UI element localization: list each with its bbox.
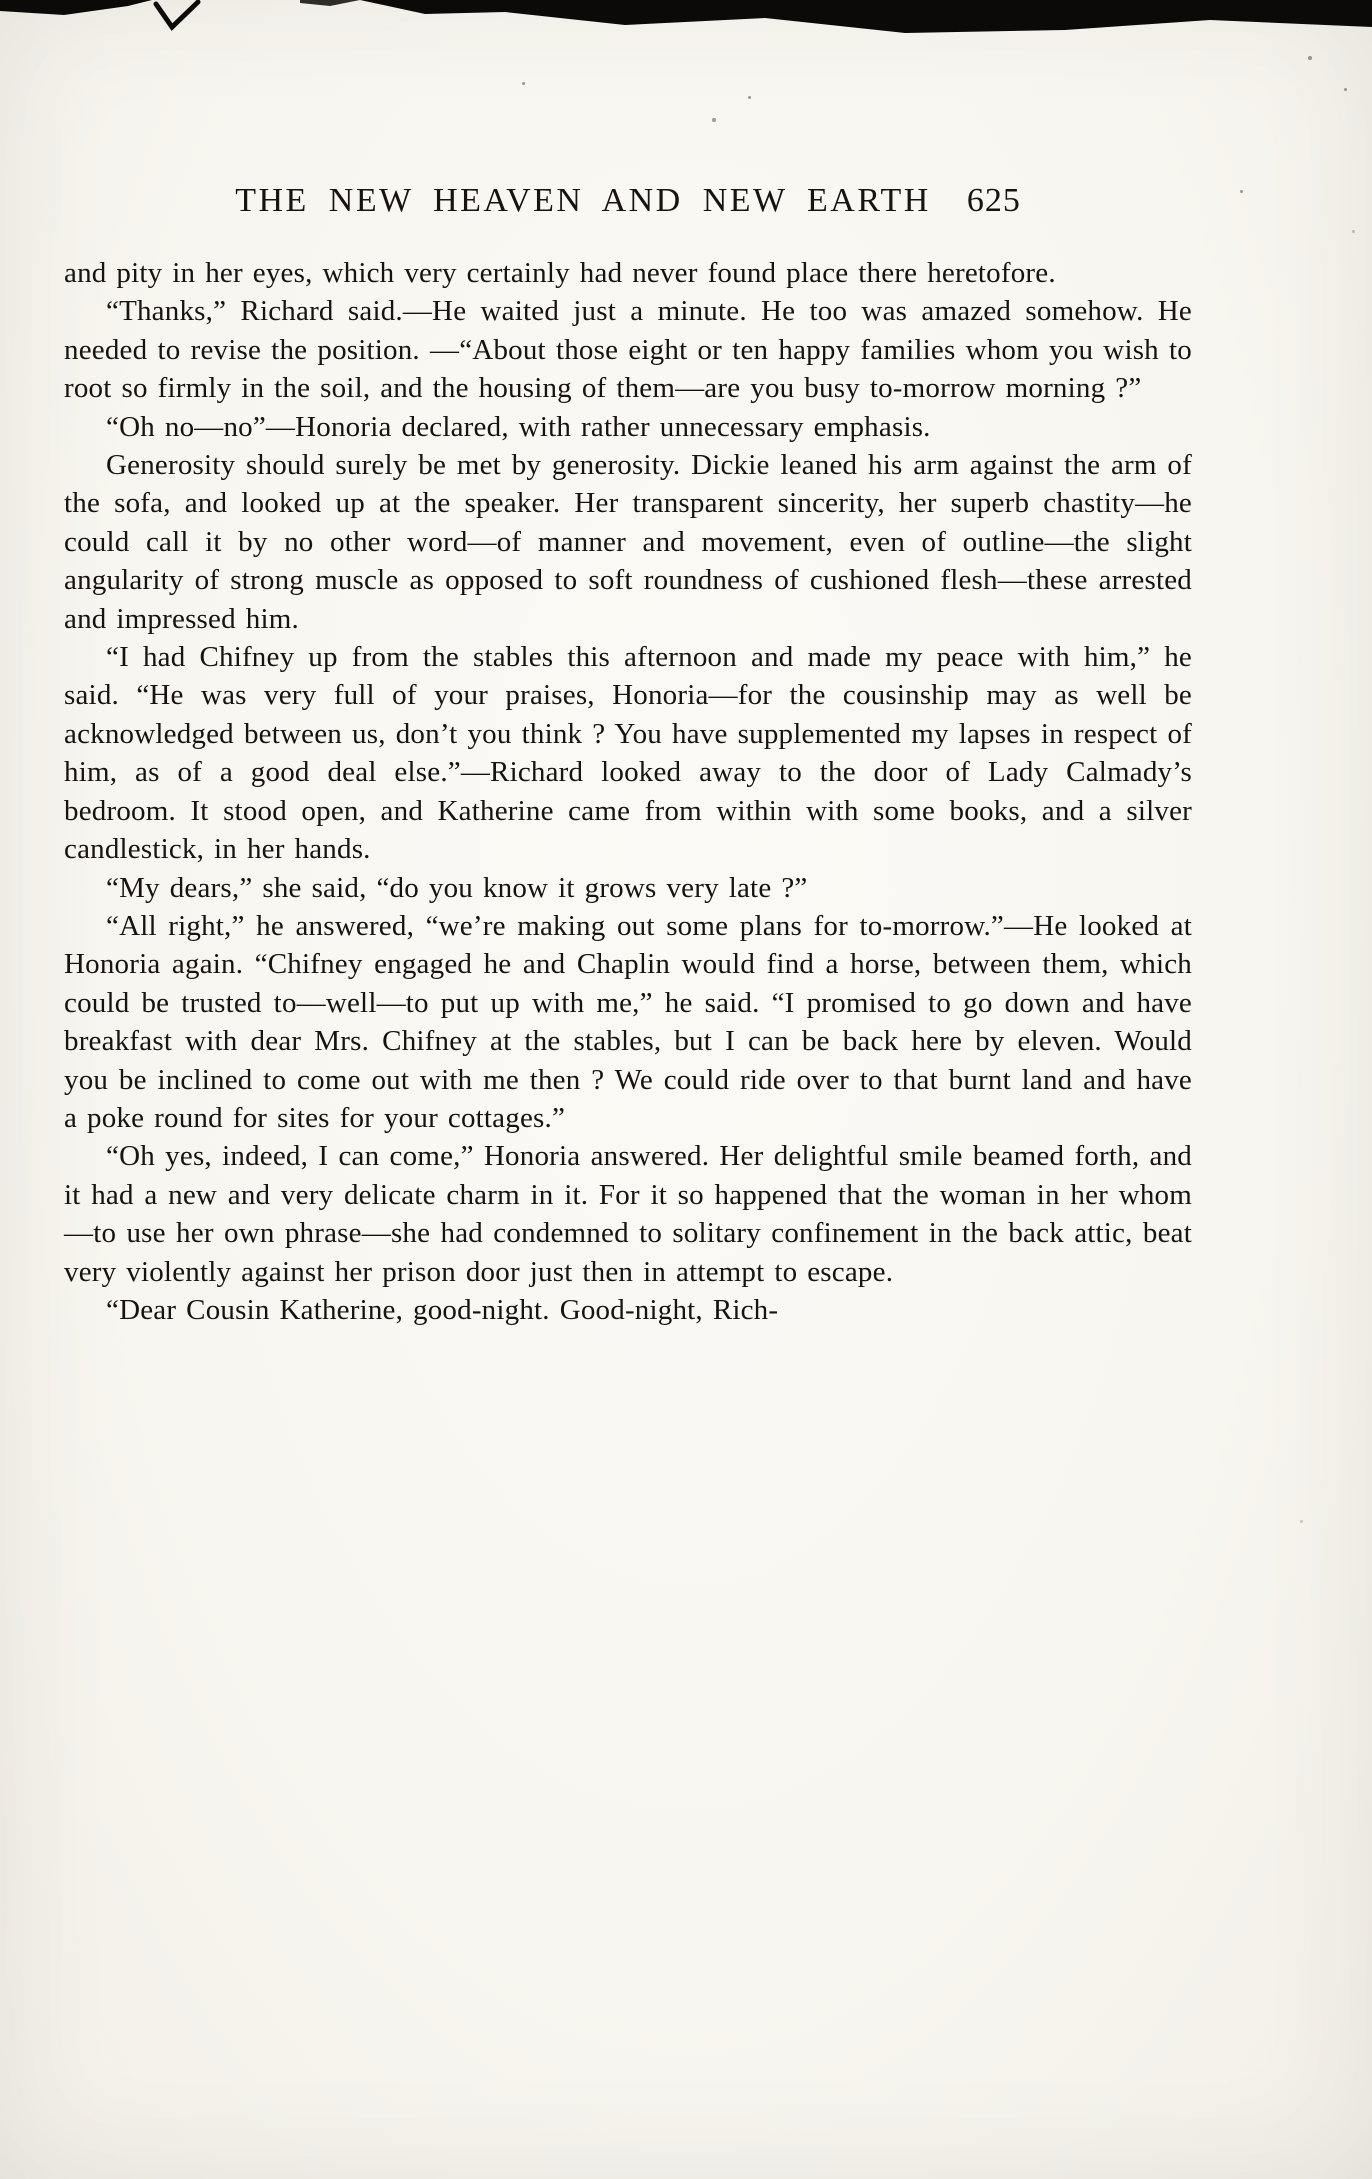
scan-speck: [1308, 56, 1312, 60]
body-text: [64, 254, 1192, 1329]
page-number: 625: [966, 182, 1021, 219]
running-header-title: THE NEW HEAVEN AND NEW EARTH: [235, 182, 931, 219]
body-paragraph: “All right,” he answered, “we’re making out some plans for to-morrow.”—He looked at Honoria again. “Chifney engaged he and Chaplin would find a horse, between them, which could be trusted to—well—to put up with me,” he said. “I promised to go down and have breakfast with dear Mrs. Chifney at the stables, but I can be back here by eleven. Would you be inclined to come out with me then ? We could ride over to that burnt land and have a poke round for sites for your cottages.”: [64, 909, 1192, 1134]
body-paragraph: Generosity should surely be met by generosity. Dickie leaned his arm against the arm of the sofa, and looked up at the speaker. Her transparent sincerity, her superb chastity—he could call it by no other word—of manner and movement, even of outline—the slight angularity of strong muscle as opposed to soft roundness of cushioned flesh—these arrested and impressed him.: [64, 449, 1192, 635]
body-paragraph: “My dears,” she said, “do you know it grows very late ?”: [106, 871, 808, 904]
body-paragraph: “Oh yes, indeed, I can come,” Honoria answered. Her delightful smile beamed forth, and it had a new and very delicate charm in it. For it so happened that the woman in her whom—to use her own phrase—she had condemned to solitary confinement in the back attic, beat very violently against her prison door just then in attempt to escape.: [64, 1140, 1192, 1288]
scan-speck: [1300, 1520, 1303, 1523]
body-paragraph: and pity in her eyes, which very certainly had never found place there heretofore.: [64, 257, 1056, 289]
body-paragraph: “I had Chifney up from the stables this afternoon and made my peace with him,” he said. “He was very full of your praises, Honoria—for the cousinship may as well be acknowledged between us, don’t you think ? You have supplemented my lapses in respect of him, as of a good deal else.”—Richard looked away to the door of Lady Calmady’s bedroom. It stood open, and Katherine came from within with some books, and a silver candlestick, in her hands.: [64, 641, 1192, 866]
running-header: [64, 182, 1192, 220]
scan-speck: [1240, 190, 1243, 193]
body-paragraph: “Thanks,” Richard said.—He waited just a minute. He too was amazed somehow. He needed to revise the position. —“About those eight or ten happy families whom you wish to root so firmly in the soil, and the housing of them—are you busy to-morrow morning ?”: [64, 295, 1192, 405]
scan-speck: [712, 118, 716, 122]
body-paragraph: “Oh no—no”—Honoria declared, with rather unnecessary emphasis.: [106, 410, 931, 443]
scan-speck: [748, 96, 751, 99]
scan-speck: [522, 82, 525, 85]
scan-speck: [1344, 88, 1347, 91]
body-paragraph: “Dear Cousin Katherine, good-night. Good-night, Rich-: [106, 1293, 779, 1326]
scan-speck: [1352, 230, 1355, 233]
